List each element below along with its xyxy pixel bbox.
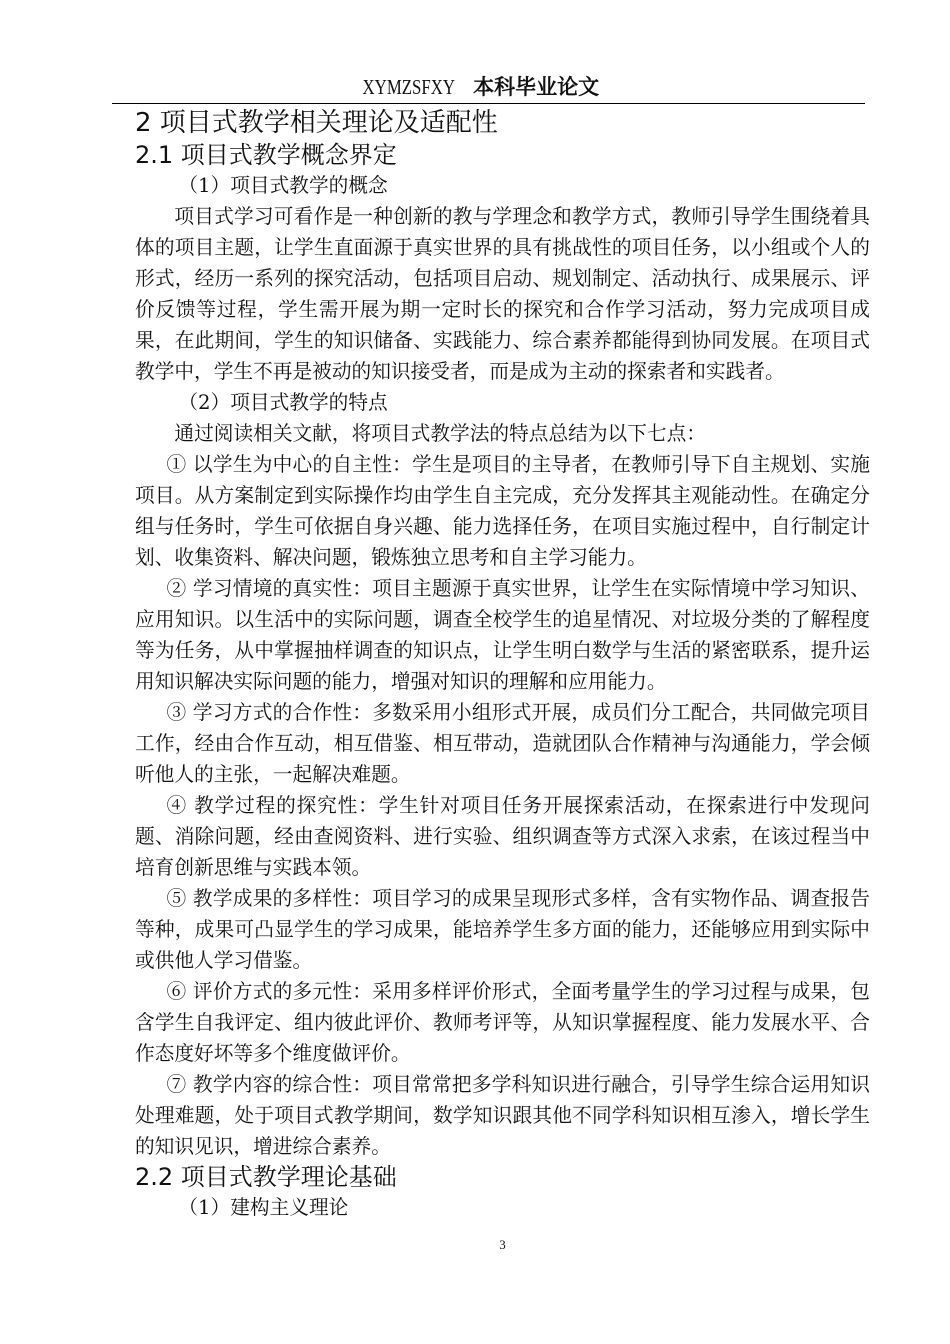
page-header bbox=[0, 74, 950, 100]
paragraph-concept: 项目式学习可看作是一种创新的教与学理念和教学方式，教师引导学生围绕着具体的项目主题，让学生直面源于真实世界的具有挑战性的项目任务，以小组或个人的形式，经历一系列的探究活动，包括项目启动、规划制定、活动执行、成果展示、评价反馈等过程，学生需开展为期一定时长的探究和合作学习活动，努力完成项目成果，在此期间，学生的知识储备、实践能力、综合素养都能得到协同发展。在项目式教学中，学生不再是被动的知识接受者，而是成为主动的探索者和实践者。 bbox=[135, 205, 870, 383]
feature-item-1: ① 以学生为中心的自主性：学生是项目的主导者，在教师引导下自主规划、实施项目。从方案制定到实际操作均由学生自主完成，充分发挥其主观能动性。在确定分组与任务时，学生可依据自身兴趣、能力选择任务，在项目实施过程中，自行制定计划、收集资料、解决问题，锻炼独立思考和自主学习能力。 bbox=[135, 453, 870, 569]
subheading-features: （2）项目式教学的特点 bbox=[178, 391, 388, 414]
section-2-1-title: 2.1 项目式教学概念界定 bbox=[135, 141, 397, 169]
page-number: 3 bbox=[499, 1237, 506, 1252]
subheading-concept: （1）项目式教学的概念 bbox=[178, 174, 388, 197]
paragraph-intro: 通过阅读相关文献，将项目式教学法的特点总结为以下七点： bbox=[174, 422, 706, 445]
subheading-constructivism: （1）建构主义理论 bbox=[178, 1196, 349, 1219]
chapter-title: 2 项目式教学相关理论及适配性 bbox=[135, 108, 498, 138]
section-2-2-title: 2.2 项目式教学理论基础 bbox=[135, 1163, 397, 1191]
header-latin: XYMZSFXY bbox=[362, 75, 455, 99]
page-body bbox=[135, 106, 870, 1263]
feature-item-4: ④ 教学过程的探究性：学生针对项目任务开展探索活动，在探索进行中发现问题、消除问题，经由查阅资料、进行实验、组织调查等方式深入求索，在该过程当中培育创新思维与实践本领。 bbox=[135, 794, 870, 879]
feature-item-5: ⑤ 教学成果的多样性：项目学习的成果呈现形式多样，含有实物作品、调查报告等种，成果可凸显学生的学习成果，能培养学生多方面的能力，还能够应用到实际中或供他人学习借鉴。 bbox=[135, 887, 870, 972]
feature-item-3: ③ 学习方式的合作性：多数采用小组形式开展，成员们分工配合，共同做完项目工作，经由合作互动，相互借鉴、相互带动，造就团队合作精神与沟通能力，学会倾听他人的主张，一起解决难题。 bbox=[135, 701, 870, 786]
feature-item-7: ⑦ 教学内容的综合性：项目常常把多学科知识进行融合，引导学生综合运用知识处理难题，处于项目式教学期间，数学知识跟其他不同学科知识相互渗入，增长学生的知识见识，增进综合素养。 bbox=[135, 1073, 870, 1158]
header-title: 本科毕业论文 bbox=[473, 75, 600, 99]
feature-item-6: ⑥ 评价方式的多元性：采用多样评价形式，全面考量学生的学习过程与成果，包含学生自我评定、组内彼此评价、教师考评等，从知识掌握程度、能力发展水平、合作态度好坏等多个维度做评价。 bbox=[135, 980, 870, 1065]
header-rule bbox=[112, 103, 865, 104]
feature-item-2: ② 学习情境的真实性：项目主题源于真实世界，让学生在实际情境中学习知识、应用知识。以生活中的实际问题，调查全校学生的追星情况、对垃圾分类的了解程度等为任务，从中掌握抽样调查的知识点，让学生明白数学与生活的紧密联系，提升运用知识解决实际问题的能力，增强对知识的理解和应用能力。 bbox=[135, 577, 870, 693]
